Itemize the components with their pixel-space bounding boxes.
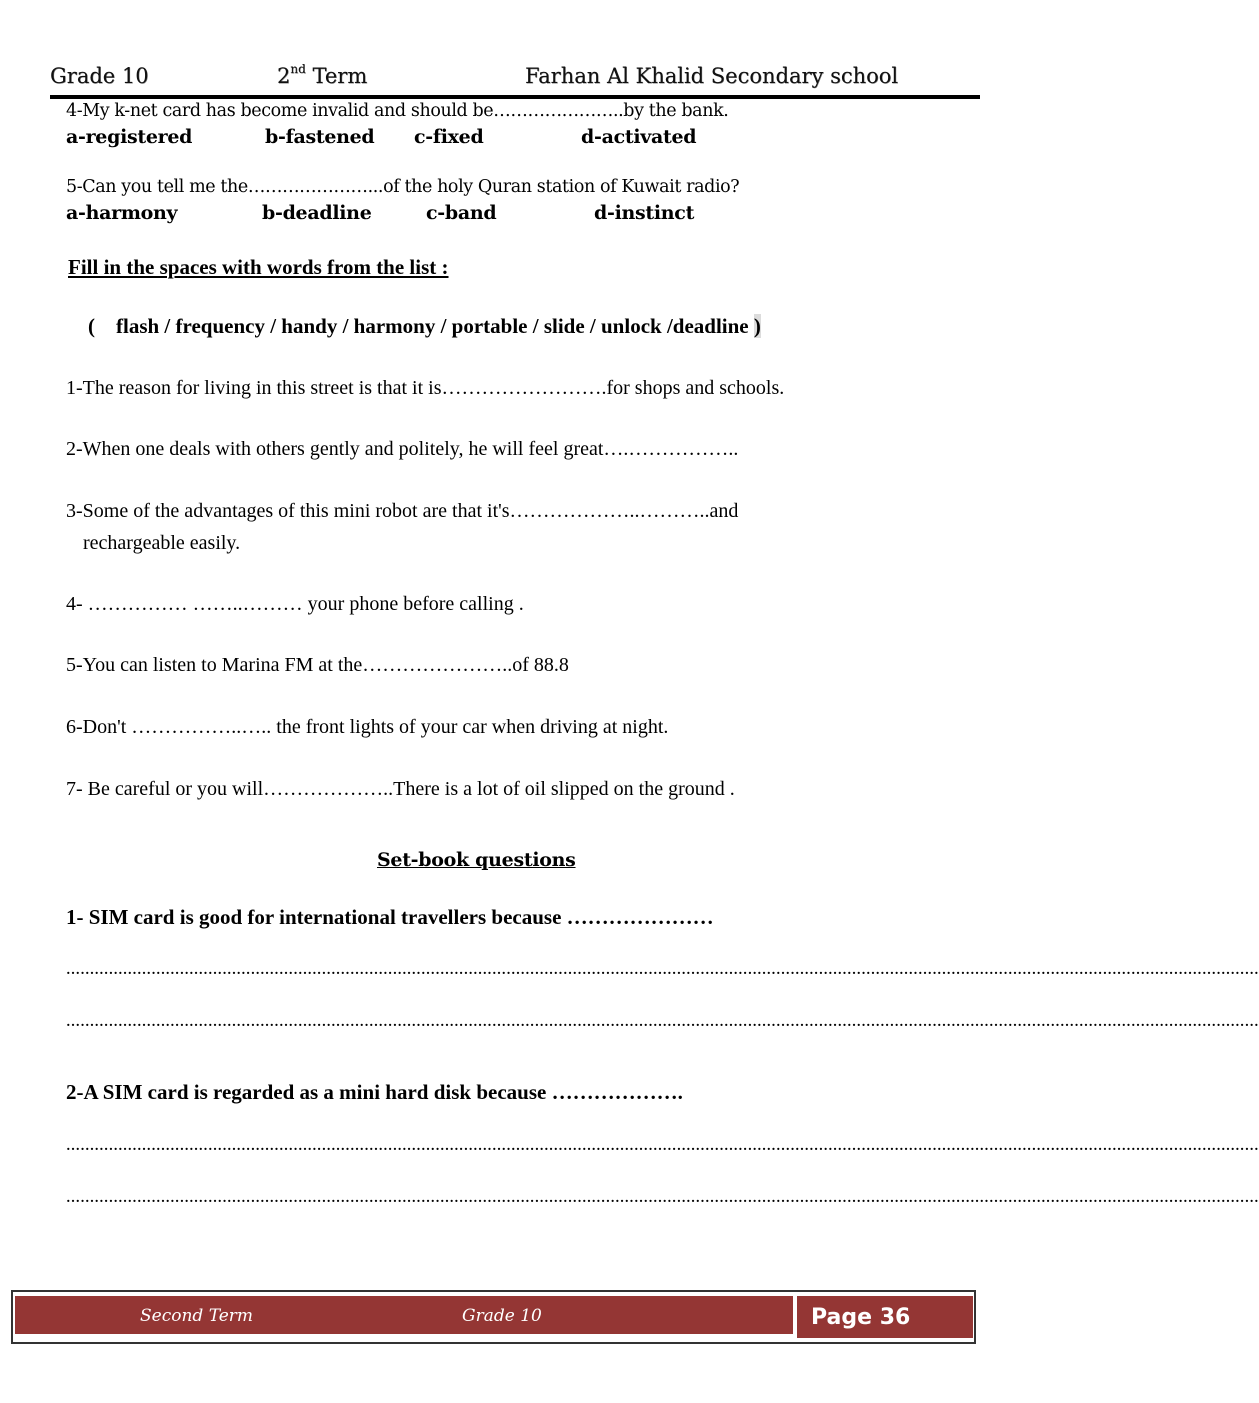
setbook-question-2: 2-A SIM card is regarded as a mini hard disk because ………………. [66,1080,683,1104]
mcq-5-option-c: c-band [426,202,497,224]
footer-grade: Grade 10 [462,1306,542,1326]
word-list-open-paren: ( [88,314,95,338]
header-term-number: 2 [277,64,291,88]
answer-line: ……………………………………………………………………………………………………………………………………………………………………………………………………………………………… [66,1015,1259,1030]
header-term [277,64,367,88]
header-grade: Grade 10 [50,64,149,88]
header-school: Farhan Al Khalid Secondary school [525,64,899,88]
answer-line: ……………………………………………………………………………………………………………………………………………………………………………………………………………………………… [66,1191,1259,1206]
fill-item-2: 2-When one deals with others gently and politely, he will feel great….…………….. [66,438,739,460]
word-list-words: flash / frequency / handy / harmony / portable / slide / unlock /deadline [116,314,749,338]
fill-item-3: 3-Some of the advantages of this mini robot are that it's………………..………..and [66,500,739,522]
answer-line: ……………………………………………………………………………………………………………………………………………………………………………………………………………………………… [66,963,1259,978]
mcq-4-option-c: c-fixed [414,126,484,148]
fill-item-6: 6-Don't ……………..….. the front lights of your car when driving at night. [66,716,669,738]
header-term-word: Term [305,64,368,88]
mcq-4-option-d: d-activated [581,126,697,148]
fill-item-1: 1-The reason for living in this street is that it is…………………….for shops and schools. [66,377,785,399]
mcq-5-option-d: d-instinct [594,202,695,224]
mcq-5-option-a: a-harmony [66,202,178,224]
fill-item-4: 4- …………… ……..……… your phone before calling . [66,593,524,615]
fill-item-7: 7- Be careful or you will………………..There is a lot of oil slipped on the ground . [66,778,735,800]
footer-term: Second Term [140,1306,254,1326]
mcq-4-option-b: b-fastened [265,126,375,148]
fill-section-title: Fill in the spaces with words from the list : [68,255,449,279]
setbook-title: Set-book questions [377,849,576,871]
footer-bar [15,1296,793,1334]
fill-item-5: 5-You can listen to Marina FM at the…………………..of 88.8 [66,654,569,676]
mcq-question-4: 4-My k-net card has become invalid and should be…………………..by the bank. [66,101,729,121]
mcq-5-option-b: b-deadline [262,202,372,224]
mcq-question-5: 5-Can you tell me the…………………...of the holy Quran station of Kuwait radio? [66,177,740,197]
word-list-close-paren: ) [753,314,761,338]
header-term-suffix: nd [290,62,306,76]
mcq-4-option-a: a-registered [66,126,193,148]
fill-item-3-continued: rechargeable easily. [83,532,241,554]
answer-line: ……………………………………………………………………………………………………………………………………………………………………………………………………………………………… [66,1139,1259,1154]
setbook-question-1: 1- SIM card is good for international travellers because ………………… [66,905,714,929]
word-list [88,314,761,339]
footer-page-number: Page 36 [811,1305,911,1330]
header-rule [50,95,980,99]
